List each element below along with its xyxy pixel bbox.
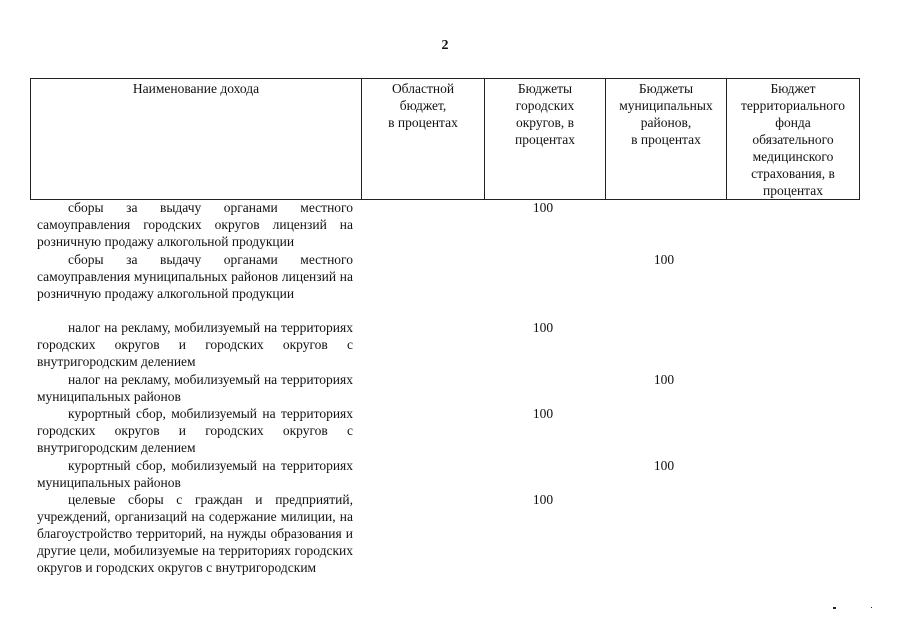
table-row	[37, 319, 554, 370]
row-income-name: сборы за выдачу органами местного самоуправления городских округов лицензий на розничную продажу алкогольной продукции	[37, 200, 353, 249]
row-municipal-value: 100	[653, 252, 675, 267]
row-municipal-value: 100	[653, 458, 675, 473]
table-row	[37, 457, 675, 491]
row-income-name: сборы за выдачу органами местного самоуправления муниципальных районов лицензий на розничную продажу алкогольной продукции	[37, 252, 353, 301]
header-municipal-budgets: Бюджеты муниципальных районов, в процентах	[606, 79, 727, 200]
scan-speck	[871, 607, 872, 608]
row-income-name: курортный сбор, мобилизуемый на территориях муниципальных районов	[37, 458, 353, 490]
table-row	[37, 405, 554, 456]
table-row	[37, 371, 675, 405]
table-row	[37, 199, 554, 250]
header-insurance-fund: Бюджет территориального фонда обязательного медицинского страхования, в процентах	[727, 79, 860, 200]
row-income-name: целевые сборы с граждан и предприятий, учреждений, организаций на содержание милиции, на благоустройство территорий, на нужды образования и другие цели, мобилизуемые на территориях городских округов и городских округов с внутригородским	[37, 492, 353, 575]
table-row	[37, 251, 675, 302]
table-header-row	[31, 79, 860, 200]
page-number: 2	[441, 38, 449, 53]
header-city-budgets: Бюджеты городских округов, в процентах	[485, 79, 606, 200]
row-city-value: 100	[532, 492, 554, 507]
header-income-name: Наименование дохода	[31, 79, 362, 200]
row-income-name: налог на рекламу, мобилизуемый на территориях городских округов и городских округов с внутригородским делением	[37, 320, 353, 369]
row-city-value: 100	[532, 200, 554, 215]
scan-speck	[833, 607, 836, 609]
header-regional-budget: Областной бюджет, в процентах	[362, 79, 485, 200]
table-header	[30, 78, 860, 200]
row-income-name: налог на рекламу, мобилизуемый на территориях муниципальных районов	[37, 372, 353, 404]
row-municipal-value: 100	[653, 372, 675, 387]
row-city-value: 100	[532, 406, 554, 421]
row-income-name: курортный сбор, мобилизуемый на территориях городских округов и городских округов с внутригородским делением	[37, 406, 353, 455]
table-row	[37, 491, 554, 576]
row-city-value: 100	[532, 320, 554, 335]
